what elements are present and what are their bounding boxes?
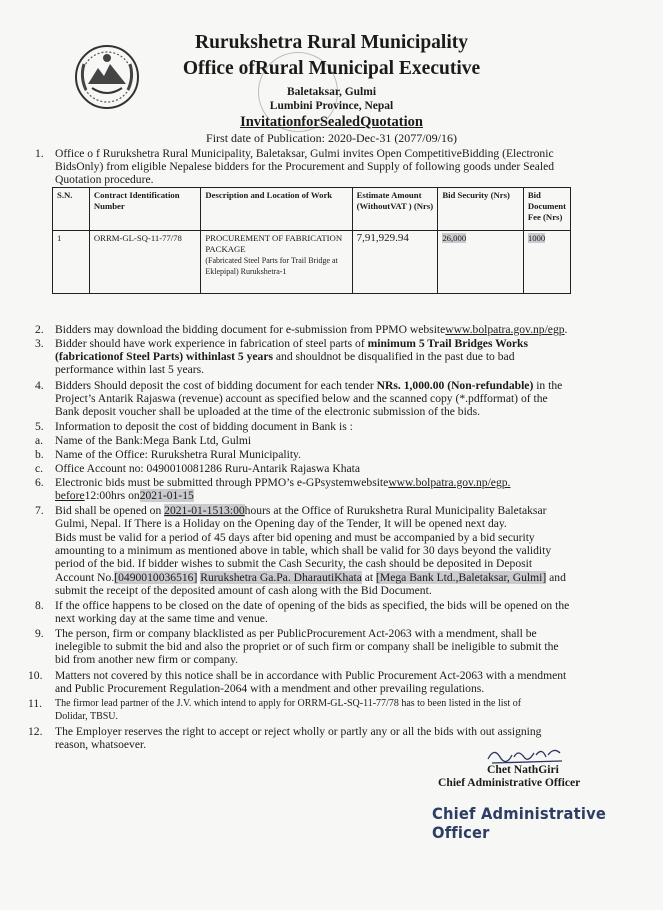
header-bid-security: Bid Security (Nrs) [438, 188, 524, 231]
item4-text-c: in the [533, 379, 563, 392]
signatory-name: Chet NathGiri [487, 763, 559, 776]
cell-estimate: 7,91,929.94 [352, 231, 438, 294]
description-main: PROCUREMENT OF FABRICATION PACKAGE [205, 233, 343, 254]
header-description: Description and Location of Work [201, 188, 352, 231]
item4-bold-b: NRs. 1,000.00 (Non-refundable) [376, 379, 534, 392]
bid-table [52, 187, 571, 294]
item-number: 6. [35, 476, 44, 489]
item4-line2: Project’s Antarik Rajaswa (revenue) account as specified below and the scanned copy (*.pdfformat) of the [55, 392, 548, 405]
address-line-1: Baletaksar, Gulmi [286, 86, 377, 98]
header-document-fee: Bid Document Fee (Nrs) [523, 188, 570, 231]
table-header-row [53, 188, 571, 231]
ppmo-link[interactable]: www.bolpatra.gov.np/egp [445, 323, 565, 336]
item-number: 8. [35, 599, 44, 612]
item8-line1: If the office happens to be closed on the date of opening of the bids as specified, the bids will be opened on the [55, 599, 570, 612]
egp-link-continued[interactable]: before [55, 489, 85, 502]
bid-security-value: 26,000 [442, 233, 467, 243]
opening-datetime: 2021-01-1513:00 [164, 504, 245, 517]
item7-line2: Gulmi, Nepal. If There is a Holiday on the Opening day of the Tender, It will be opened next day. [55, 517, 507, 530]
item-number: 2. [35, 323, 44, 336]
submission-date: 2021-01-15 [139, 489, 194, 502]
cell-document-fee [523, 231, 570, 294]
item7-line5: period of the bid. If bidder wishes to submit the Cash Security, the cash should be deposited in Deposit [55, 557, 533, 570]
item-number: 3. [35, 337, 44, 350]
address-line-2: Lumbini Province, Nepal [269, 100, 394, 112]
item-number: 9. [35, 627, 44, 640]
item-number: 7. [35, 504, 44, 517]
item3-text-a: Bidder should have work experience in fabrication of steel parts of [55, 337, 368, 350]
item2-end: . [564, 323, 568, 336]
cell-sn: 1 [53, 231, 90, 294]
item-number: 4. [35, 379, 44, 392]
egp-link[interactable]: www.bolpatra.gov.np/egp. [388, 476, 511, 489]
item3-line3: performance within last 5 years. [55, 363, 205, 376]
item6-text: Electronic bids must be submitted through PPMO’s e-GPsystemwebsite [55, 476, 389, 489]
item11-line2: Dolidar, TBSU. [55, 711, 119, 722]
item-number: 1. [35, 147, 44, 160]
deposit-account-name: Rurukshetra Ga.Pa. DharautiKhata [200, 571, 362, 584]
item12-line1: The Employer reserves the right to accept or reject wholly or partly any or all the bids with out assigning [55, 725, 542, 738]
signatory-title: Chief Administrative Officer [438, 776, 581, 789]
bank-name: Name of the Bank:Mega Bank Ltd, Gulmi [55, 434, 252, 447]
item-number: 10. [28, 669, 43, 682]
item2-body: Bidders may download the bidding document for e-submission from PPMO website [55, 323, 446, 336]
item12-line2: reason, whatsoever. [55, 738, 147, 751]
office-account: Office Account no: 0490010081286 Ruru-Antarik Rajaswa Khata [55, 462, 361, 475]
item11-line1: The firmor lead partner of the J.V. which intend to apply for ORRM-GL-SQ-11-77/78 has to been listed in the list of [55, 698, 522, 709]
notice-title: InvitationforSealedQuotation [240, 114, 423, 130]
item9-line1: The person, firm or company blacklisted as per PublicProcurement Act-2063 with a mendment, shall be [55, 627, 537, 640]
item3-bold-b: minimum 5 Trail Bridges Works [367, 337, 529, 350]
item-number: 5. [35, 420, 44, 433]
item6-deadline-text: 12:00hrs on [84, 489, 140, 502]
cell-contract-id: ORRM-GL-SQ-11-77/78 [89, 231, 200, 294]
description-sub: (Fabricated Steel Parts for Trail Bridge at Eklepipal) Rurukshetra-1 [205, 256, 338, 276]
deposit-account-number: [0490010036516] [114, 571, 198, 584]
item7-text-b: hours at the Office of Rurukshetra Rural Municipality Baletaksar [244, 504, 547, 517]
header-sn: S.N. [53, 188, 90, 231]
item7-line3: Bids must be valid for a period of 45 days after bid opening and must be accompanied by a bid security [55, 531, 535, 544]
item2-text [55, 323, 567, 336]
header-estimate: Estimate Amount (WithoutVAT ) (Nrs) [352, 188, 438, 231]
account-label: Account No. [55, 571, 115, 584]
table-row [53, 231, 571, 294]
office-name: Office ofRural Municipal Executive [182, 58, 481, 79]
item6-line2 [55, 489, 194, 502]
publication-date: First date of Publication: 2020-Dec-31 (2077/09/16) [206, 131, 457, 145]
item7-line1 [55, 504, 546, 517]
document-fee-value: 1000 [527, 233, 546, 243]
item10-line1: Matters not covered by this notice shall be in accordance with Public Procurement Act-2063 with a mendment [55, 669, 567, 682]
item4-line3: Bank deposit voucher shall be uploaded at the time of the electronic submission of the bids. [55, 405, 481, 418]
item5-text: Information to deposit the cost of bidding document in Bank is : [55, 420, 353, 433]
item3-line2 [55, 350, 515, 363]
deposit-bank: [Mega Bank Ltd.,Baletaksar, Gulmi] [376, 571, 547, 584]
at-word: at [361, 571, 377, 584]
item10-line2: and Public Procurement Regulation-2064 with a mendment and other prevailing regulations. [55, 682, 485, 695]
item3-bold-c: (fabricationof Steel Parts) withinlast 5 years [55, 350, 273, 363]
item7-line6 [55, 571, 566, 584]
item1-line2: BidsOnly) from eligible Nepalese bidders for the Procurement and Supply of following goods under Sealed [55, 160, 555, 173]
item-letter: b. [35, 448, 44, 461]
item-number: 11. [28, 697, 43, 710]
item7-text-a: Bid shall be opened on [55, 504, 165, 517]
municipality-name: Rurukshetra Rural Municipality [194, 32, 469, 53]
item-letter: a. [35, 434, 44, 447]
official-stamp: Chief Administrative Officer [432, 804, 607, 842]
item4-text-a: Bidders Should deposit the cost of bidding document for each tender [55, 379, 377, 392]
item6-line1 [55, 476, 510, 489]
item-letter: c. [35, 462, 44, 475]
header-contract-id: Contract Identification Number [89, 188, 200, 231]
item3-line1 [55, 337, 528, 350]
cell-bid-security [438, 231, 524, 294]
item1-line3: Quotation procedure. [55, 173, 154, 186]
item3-text-d: and shouldnot be disqualified in the past due to bad [273, 350, 515, 363]
item9-line2: inelegible to submit the bid and also the propriet or of such firm or company shall be ineligible to submit the [55, 640, 559, 653]
item9-line3: bid from another new firm or company. [55, 653, 239, 666]
item8-line2: next working day at the same time and venue. [55, 612, 268, 625]
item1-line1: Office o f Rurukshetra Rural Municipality, Baletaksar, Gulmi invites Open CompetitiveBidding (Electronic [55, 147, 554, 160]
item7-line4: amounting to a minimum as mentioned above in table, which shall be valid for 30 days beyond the validity [55, 544, 552, 557]
and-word: and [546, 571, 566, 584]
item7-line7: submit the receipt of the deposited amount of cash along with the Bid Document. [55, 584, 432, 597]
item4-line1 [55, 379, 562, 392]
office-name-line: Name of the Office: Rurukshetra Rural Municipality. [55, 448, 301, 461]
cell-description [201, 231, 352, 294]
item-number: 12. [28, 725, 43, 738]
